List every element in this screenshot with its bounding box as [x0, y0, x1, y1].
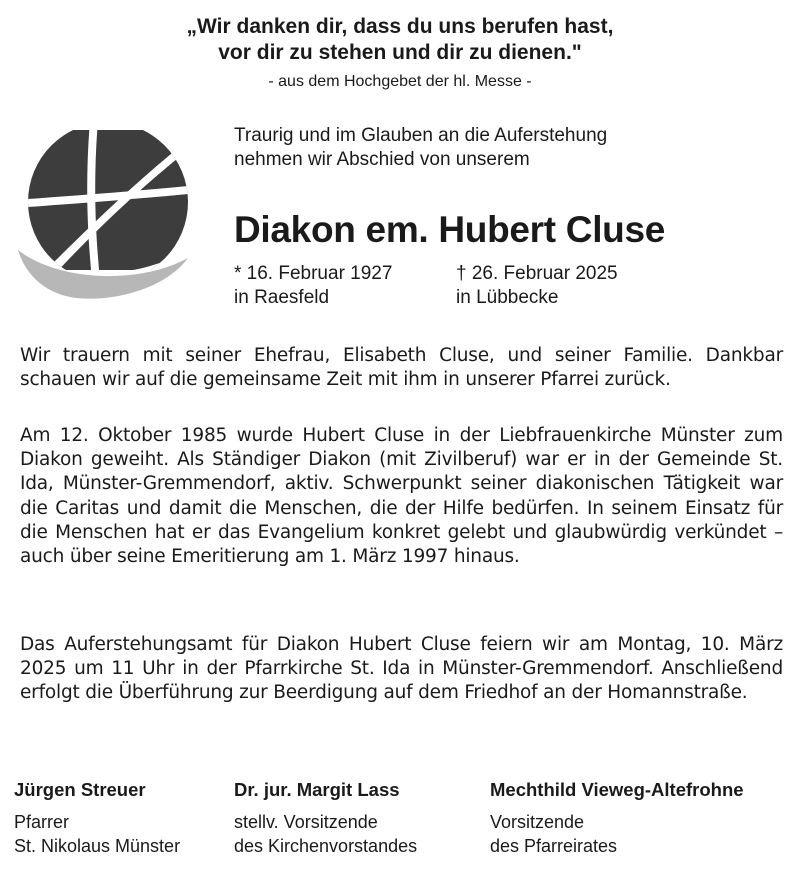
signature-1	[14, 778, 180, 858]
quote	[0, 14, 800, 66]
signature-3	[490, 778, 744, 858]
paragraph-service: Das Auferstehungsamt für Diakon Hubert Cluse feiern wir am Montag, 10. März 2025 um 11 Uhr in der Pfarrkirche St. Ida in Münster-Gremmendorf. Anschließend erfolgt die Überführung zur Beerdigung auf dem Friedhof an der Homannstraße.	[20, 634, 783, 704]
signature-role: Vorsitzende	[490, 812, 585, 832]
deceased-name: Diakon em. Hubert Cluse	[234, 209, 666, 250]
signature-name: Jürgen Streuer	[14, 779, 146, 800]
birth-place: in Raesfeld	[234, 287, 330, 308]
signature-role: stellv. Vorsitzende	[234, 812, 378, 832]
birth-date: * 16. Februar 1927	[234, 263, 393, 284]
signature-role-detail: des Kirchenvorstandes	[234, 836, 418, 856]
signature-2	[234, 778, 417, 858]
cross-globe-ship-icon	[16, 130, 188, 302]
death-date: † 26. Februar 2025	[456, 263, 618, 284]
paragraph-biography: Am 12. Oktober 1985 wurde Hubert Cluse in der Liebfrauenkirche Münster zum Diakon geweiht. Als Ständiger Diakon (mit Zivilberuf) war er in der Gemeinde St. Ida, Münster-Gremmendorf, aktiv. Schwerpunkt seiner diakonischen Tätigkeit war die Caritas und damit die Menschen, die der Hilfe bedürfen. In seinem Einsatz für die Menschen hat er das Evangelium konkret gelebt und glaubwürdig verkündet – auch über seine Emeritierung am 1. März 1997 hinaus.	[20, 425, 783, 568]
signature-role: Pfarrer	[14, 812, 70, 832]
intro-line-1: Traurig und im Glauben an die Auferstehung	[234, 125, 608, 146]
signature-name: Dr. jur. Margit Lass	[234, 779, 400, 800]
signature-role-detail: des Pfarreirates	[490, 836, 618, 856]
intro-text	[234, 124, 607, 172]
death-place: in Lübbecke	[456, 287, 559, 308]
paragraph-mourning: Wir trauern mit seiner Ehefrau, Elisabeth Cluse, und seiner Familie. Dankbar schauen wir auf die gemeinsame Zeit mit ihm in unserer Pfarrei zurück.	[20, 345, 783, 391]
signature-role-detail: St. Nikolaus Münster	[14, 836, 181, 856]
intro-line-2: nehmen wir Abschied von unserem	[234, 149, 530, 170]
quote-line-1: „Wir danken dir, dass du uns berufen hast,	[186, 15, 614, 38]
death-info	[456, 262, 618, 310]
signature-name: Mechthild Vieweg-Altefrohne	[490, 779, 744, 800]
quote-source: - aus dem Hochgebet der hl. Messe -	[268, 73, 532, 90]
birth-info	[234, 262, 392, 310]
quote-line-2: vor dir zu stehen und dir zu dienen."	[218, 41, 582, 64]
